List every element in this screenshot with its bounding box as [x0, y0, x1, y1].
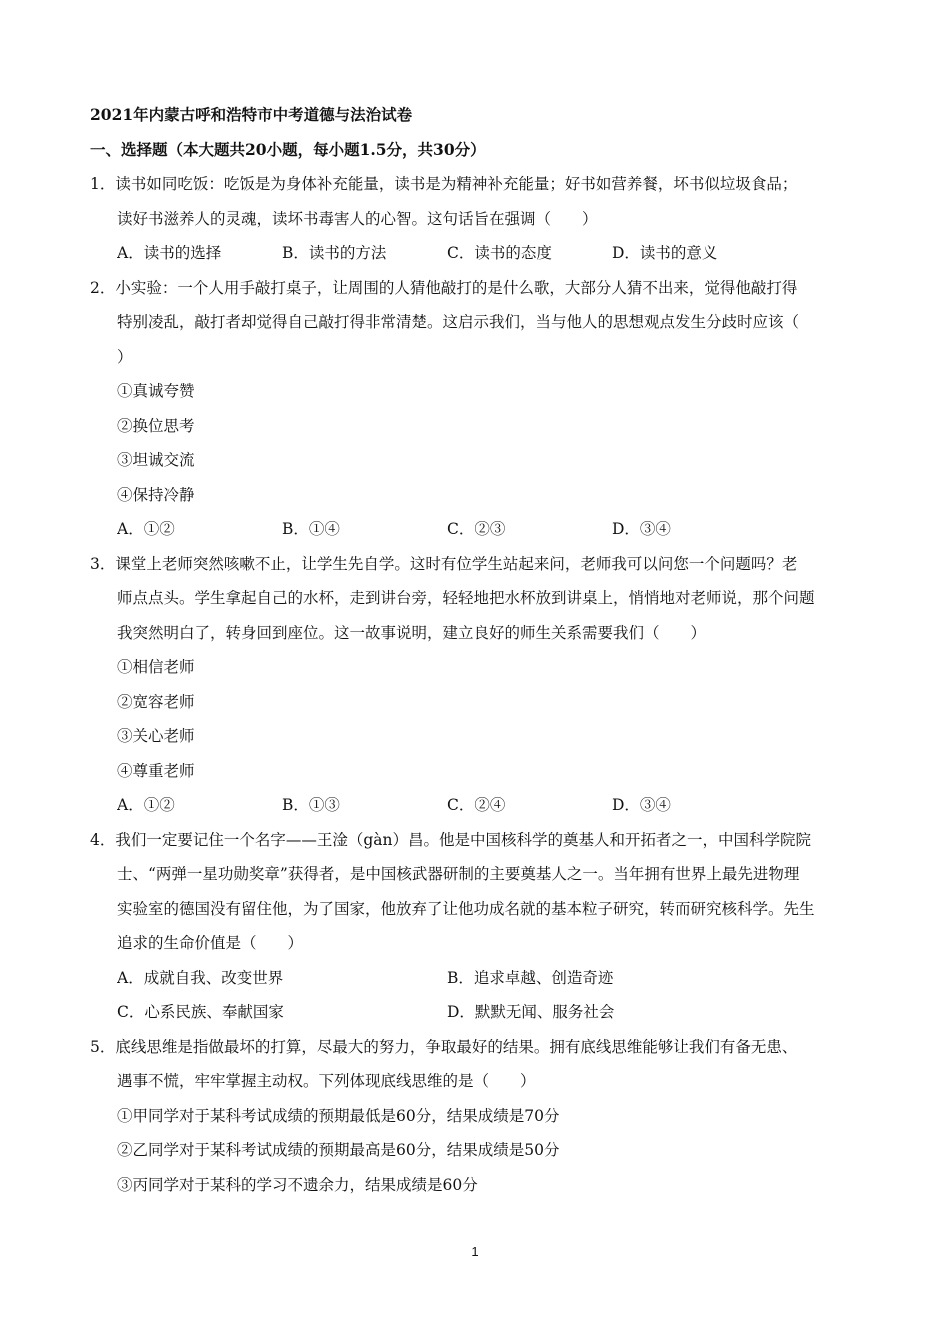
options-row — [90, 995, 880, 1030]
option-b: B．读书的方法 — [282, 244, 387, 262]
option-b: B．①④ — [282, 520, 340, 538]
question-line: ） — [117, 347, 133, 366]
question-line: 实验室的德国没有留住他，为了国家，他放弃了让他功成名就的基本粒子研究，转而研究核科学。先生 — [117, 899, 815, 918]
option-d: D．③④ — [612, 796, 671, 814]
options-row — [90, 236, 880, 271]
statement-item: ③关心老师 — [117, 727, 195, 745]
option-c: C．②④ — [447, 796, 506, 814]
statement-item: ②宽容老师 — [117, 692, 195, 711]
question-4 — [90, 823, 880, 1030]
question-2 — [90, 271, 880, 547]
statement-item: ③丙同学对于某科的学习不遗余力，结果成绩是60分 — [117, 1175, 478, 1194]
question-1 — [90, 167, 880, 271]
question-line: 遇事不慌，牢牢掌握主动权。下列体现底线思维的是（ ） — [117, 1072, 536, 1090]
question-line: 2．小实验：一个人用手敲打桌子，让周围的人猜他敲打的是什么歌，大部分人猜不出来，觉得他敲打得 — [90, 278, 798, 297]
option-a: A．读书的选择 — [117, 244, 222, 262]
option-b: B．追求卓越、创造奇迹 — [447, 968, 614, 987]
statement-item: ④保持冷静 — [117, 485, 195, 504]
statement-item: ②乙同学对于某科考试成绩的预期最高是60分，结果成绩是50分 — [117, 1141, 560, 1159]
statement-item: ①相信老师 — [117, 658, 195, 676]
question-line: 1．读书如同吃饭：吃饭是为身体补充能量，读书是为精神补充能量；好书如营养餐，坏书似垃圾食品； — [90, 175, 798, 193]
question-line: 追求的生命价值是（ ） — [117, 934, 304, 952]
document-title: 2021年内蒙古呼和浩特市中考道德与法治试卷 — [90, 105, 413, 124]
option-a: A．①② — [117, 520, 175, 538]
statement-item: ①甲同学对于某科考试成绩的预期最低是60分，结果成绩是70分 — [117, 1106, 560, 1125]
question-line: 士、“两弹一星功勋奖章”获得者，是中国核武器研制的主要奠基人之一。当年拥有世界上最先进物理 — [117, 865, 800, 883]
question-line: 特别凌乱，敲打者却觉得自己敲打得非常清楚。这启示我们，当与他人的思想观点发生分歧时应该（ — [117, 313, 800, 331]
option-c: C．心系民族、奉献国家 — [117, 1003, 284, 1021]
question-line: 读好书滋养人的灵魂，读坏书毒害人的心智。这句话旨在强调（ ） — [117, 209, 598, 228]
question-line: 师点点头。学生拿起自己的水杯，走到讲台旁，轻轻地把水杯放到讲桌上，悄悄地对老师说，那个问题 — [117, 589, 815, 607]
question-line: 我突然明白了，转身回到座位。这一故事说明，建立良好的师生关系需要我们（ ） — [117, 623, 707, 642]
page-number: 1 — [471, 1244, 479, 1259]
document-content — [90, 98, 880, 1202]
question-line: 4．我们一定要记住一个名字——王淦（gàn）昌。他是中国核科学的奠基人和开拓者之一，中国科学院院 — [90, 830, 812, 849]
question-5 — [90, 1030, 880, 1203]
option-b: B．①③ — [282, 796, 340, 814]
option-c: C．读书的态度 — [447, 244, 552, 262]
option-d: D．默默无闻、服务社会 — [447, 1003, 615, 1021]
option-a: A．①② — [117, 796, 175, 814]
option-d: D．③④ — [612, 520, 671, 538]
option-a: A．成就自我、改变世界 — [117, 968, 284, 987]
statement-item: ①真诚夸赞 — [117, 382, 195, 400]
question-line: 3．课堂上老师突然咳嗽不止，让学生先自学。这时有位学生站起来问，老师我可以问您一个问题吗？老 — [90, 554, 798, 573]
statement-item: ③坦诚交流 — [117, 451, 195, 469]
statement-item: ②换位思考 — [117, 416, 195, 435]
options-row — [90, 961, 880, 996]
option-c: C．②③ — [447, 520, 506, 538]
question-3 — [90, 547, 880, 823]
question-line: 5．底线思维是指做最坏的打算，尽最大的努力，争取最好的结果。拥有底线思维能够让我们有备无患、 — [90, 1037, 798, 1056]
options-row — [90, 512, 880, 547]
options-row — [90, 788, 880, 823]
option-d: D．读书的意义 — [612, 244, 718, 262]
section-heading: 一、选择题（本大题共20小题，每小题1.5分，共30分） — [90, 139, 486, 159]
statement-item: ④尊重老师 — [117, 761, 195, 780]
